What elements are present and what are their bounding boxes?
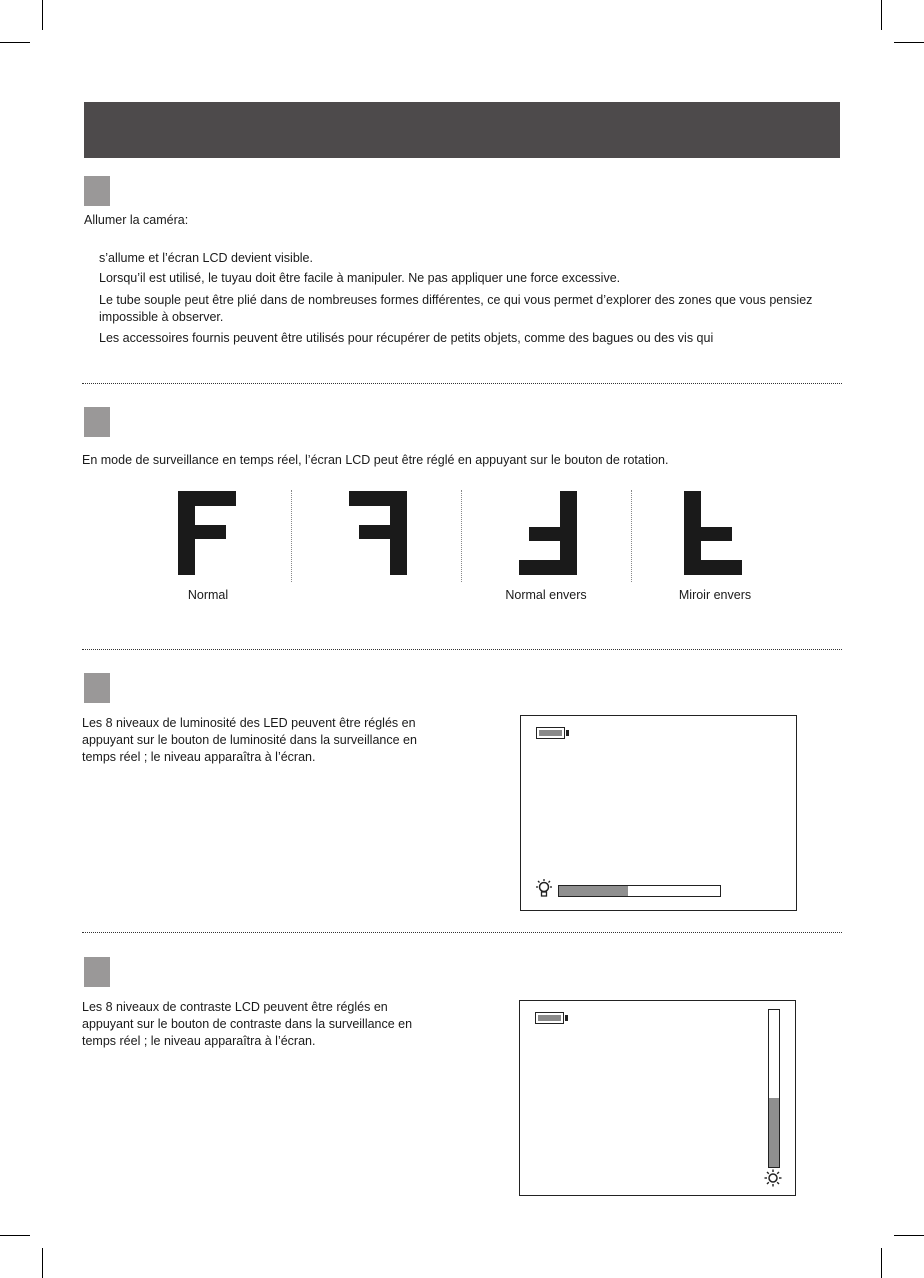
orientation-label-normal-upside-down: Normal envers xyxy=(505,588,587,602)
crop-mark xyxy=(0,1235,30,1236)
section1-item-4: Les accessoires fournis peuvent être utilisés pour récupérer de petits objets, comme des bagues ou des vis qui xyxy=(99,331,714,345)
section1-intro: Allumer la caméra: xyxy=(84,213,189,227)
title-banner xyxy=(84,102,840,158)
sun-icon xyxy=(764,1169,782,1187)
contrast-level-fill xyxy=(769,1098,779,1167)
section-marker xyxy=(84,673,110,703)
orientation-mirror-icon xyxy=(347,491,407,575)
battery-icon xyxy=(536,727,565,739)
divider-vertical xyxy=(461,490,462,582)
divider xyxy=(82,932,842,933)
section1-item-1: s’allume et l’écran LCD devient visible. xyxy=(99,251,313,265)
section2-text: En mode de surveillance en temps réel, l’écran LCD peut être réglé en appuyant sur le bouton de rotation. xyxy=(82,453,669,467)
crop-mark xyxy=(42,0,43,30)
crop-mark xyxy=(894,1235,924,1236)
lcd-screen-brightness xyxy=(520,715,797,911)
divider-vertical xyxy=(291,490,292,582)
divider-vertical xyxy=(631,490,632,582)
orientation-label-mirror-upside-down: Miroir envers xyxy=(678,588,752,602)
section3-text: Les 8 niveaux de luminosité des LED peuvent être réglés en appuyant sur le bouton de luminosité dans la surveillance en temps réel ; le niveau apparaîtra à l’écran. xyxy=(82,716,417,764)
divider xyxy=(82,649,842,650)
contrast-level-bar xyxy=(768,1009,780,1168)
orientation-normal-upside-down-icon xyxy=(517,491,577,575)
section4-text: Les 8 niveaux de contraste LCD peuvent être réglés en appuyant sur le bouton de contraste dans la surveillance en temps réel ; le niveau apparaîtra à l’écran. xyxy=(82,1000,413,1048)
section-marker xyxy=(84,176,110,206)
orientation-normal-icon xyxy=(178,491,238,575)
divider xyxy=(82,383,842,384)
orientation-label-normal: Normal xyxy=(187,588,229,602)
battery-icon xyxy=(535,1012,564,1024)
crop-mark xyxy=(42,1248,43,1278)
crop-mark xyxy=(881,0,882,30)
section-marker xyxy=(84,957,110,987)
crop-mark xyxy=(0,42,30,43)
section1-item-2: Lorsqu’il est utilisé, le tuyau doit être facile à manipuler. Ne pas appliquer une force excessive. xyxy=(99,271,621,285)
led-bulb-icon xyxy=(535,879,553,901)
section1-item-3: Le tube souple peut être plié dans de nombreuses formes différentes, ce qui vous permet d’explorer des zones que vous pensiez impossible à observer. xyxy=(99,293,813,324)
orientation-mirror-upside-down-icon xyxy=(684,491,744,575)
crop-mark xyxy=(881,1248,882,1278)
lcd-screen-contrast xyxy=(519,1000,796,1196)
section-marker xyxy=(84,407,110,437)
brightness-level-bar xyxy=(558,885,721,897)
crop-mark xyxy=(894,42,924,43)
brightness-level-fill xyxy=(559,886,628,896)
